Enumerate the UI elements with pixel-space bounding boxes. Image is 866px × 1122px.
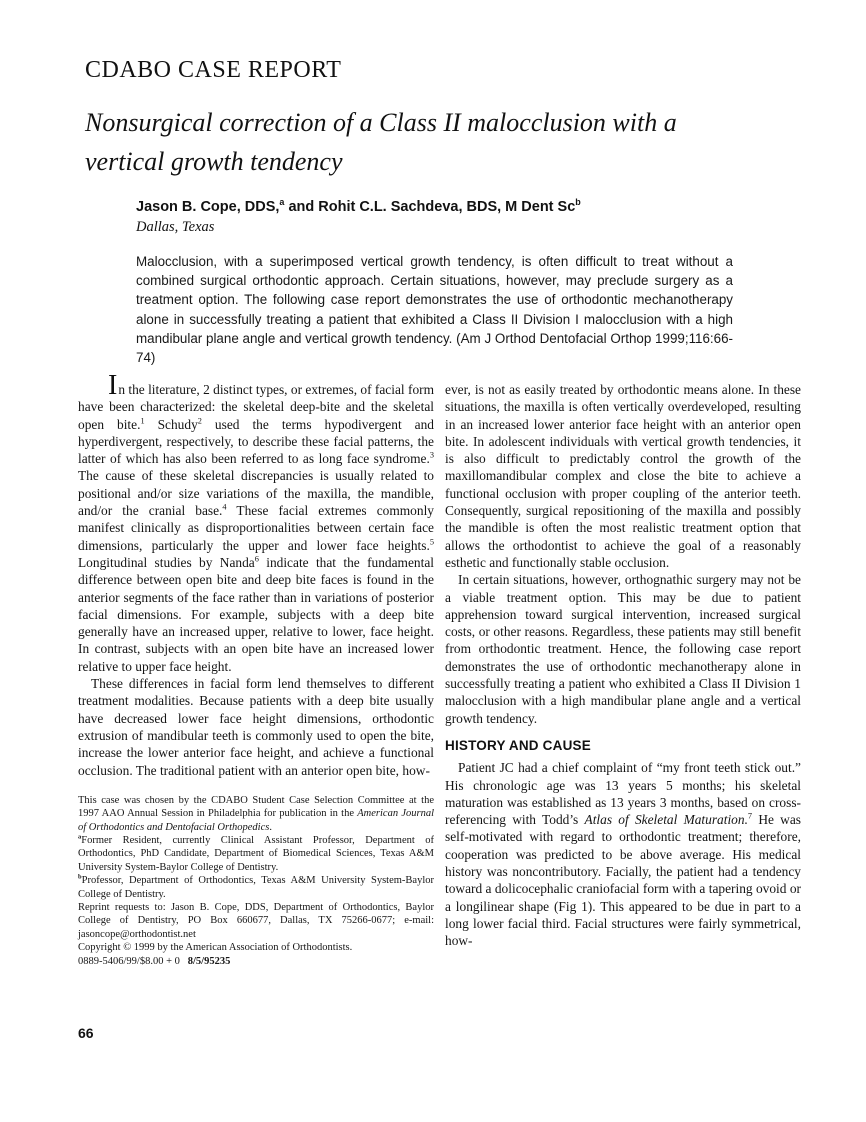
section-kicker: CDABO CASE REPORT — [85, 57, 342, 83]
footnote-copyright: Copyright © 1999 by the American Association of Orthodontists. — [78, 942, 353, 954]
body-paragraph-3: ever, is not as easily treated by orthodontic means alone. In these situations, the maxilla is often vertically overdeveloped, resulting in an increased lower anterior face height with an anterior open bite. In adolescent individuals with vertical growth tendencies, it is also difficult to predictably control the growth of the maxillomandibular complex and close the bite to achieve a functional occlusion with proper coupling of the anterior teeth. Consequently, surgical repositioning of the maxilla and possibly the mandible is often the most realistic treatment option that allows the orthodontist to achieve the goal of a reasonably esthetic and functionally stable occlusion. — [445, 382, 801, 570]
page-number: 66 — [78, 1025, 94, 1041]
article-title-line-1: Nonsurgical correction of a Class II malocclusion with a — [85, 108, 677, 137]
author-location: Dallas, Texas — [136, 219, 215, 235]
author-line: Jason B. Cope, DDS,$^a$ and Rohit C.L. Sachdeva, BDS, M Dent Sc$^b$ — [136, 197, 581, 215]
article-title-line-2: vertical growth tendency — [85, 147, 343, 176]
footnote-affiliation-b: $^b$Professor, Department of Orthodontics, Texas A&M University System-Baylor College of Dentistry. — [78, 873, 434, 900]
footnote-reprint-requests: Reprint requests to: Jason B. Cope, DDS, Department of Orthodontics, Baylor College of Dentistry, PO Box 660677, Dallas, TX 75266-0677; e-mail: jasoncope@orthodontist.net — [78, 902, 434, 940]
right-column — [445, 381, 801, 950]
body-paragraph-5: Patient JC had a chief complaint of “my front teeth stick out.” His chronologic age was 13 years 5 months; his skeletal maturation was established as 13 years 3 months, based on cross-referencing with Todd’s Atlas of Skeletal Maturation.$^7$ He was self-motivated with regard to orthodontic treatment; therefore, cooperation was predicted to be above average. His medical history was noncontributory. Facially, the patient had a tendency toward a dolicocephalic craniofacial form with a tapering ovoid or a longilinear shape (Fig 1). This appeared to be due in part to a long lower facial third. Facial structures were fairly symmetrical, how- — [445, 760, 802, 949]
footnote-case-selection: This case was chosen by the CDABO Student Case Selection Committee at the 1997 AAO Annual Session in Philadelphia for publication in the American Journal of Orthodontics and Dentofacial Orthopedics. — [78, 794, 434, 833]
footnote-affiliation-a: $^a$Former Resident, currently Clinical Assistant Professor, Department of Orthodontics, PhD Candidate, Department of Biomedical Sciences, Texas A&M University System-Baylor College of Dentistry. — [78, 833, 434, 873]
article-title — [85, 103, 677, 181]
body-paragraph-1: In the literature, 2 distinct types, or extremes, of facial form have been characterized: the skeletal deep-bite and the skeletal open bite.$^1$ Schudy$^2$ used the terms hypodivergent and hyperdivergent, respectively, to describe these facial patterns, the latter of which has also been referred to as long face syndrome.$^3$ The cause of these skeletal discrepancies is usually related to positional and/or size variations of the maxilla, the mandible, and/or the cranial base.$^4$ These facial extremes commonly manifest clinically as disproportionalities between certain face dimensions, particularly the upper and lower face heights.$^5$ Longitudinal studies by Nanda$^6$ indicate that the fundamental difference between open bite and deep bite faces is found in the anterior segments of the face rather than in variations of posterior facial dimensions. For example, subjects with a deep bite generally have an increased upper, relative to lower, face height. In contrast, subjects with an open bite have an increased lower relative to upper face height. — [78, 370, 435, 674]
body-paragraph-2: These differences in facial form lend themselves to different treatment modalities. Because patients with a deep bite usually have decreased lower face height dimensions, orthodontic extrusion of mandibular teeth is commonly used to open the bite, increase the lower anterior face height, and achieve a functional occlusion. The traditional patient with an anterior open bite, how- — [78, 676, 434, 778]
left-column — [78, 370, 435, 968]
footnote-block — [78, 794, 434, 968]
abstract-text: Malocclusion, with a superimposed vertical growth tendency, is often difficult to treat without a combined surgical orthodontic approach. Certain situations, however, may preclude surgery as a treatment option. The following case report demonstrates the use of orthodontic mechanotherapy alone in successfully treating a patient that exhibited a Class II Division I malocclusion with a high mandibular plane angle and vertical growth tendency. (Am J Orthod Dentofacial Orthop 1999;116:66-74) — [136, 254, 733, 366]
body-paragraph-4: In certain situations, however, orthognathic surgery may not be a viable treatment option. This may be due to patient apprehension toward surgical intervention, increased surgical costs, or other reasons. Regardless, these patients may still benefit from orthodontic treatment. Hence, the following case report demonstrates the use of orthodontic mechanotherapy alone in successfully treating a patient who exhibited a Class II Division 1 malocclusion with a high mandibular plane angle and a vertical growth tendency. — [445, 572, 801, 726]
footnote-issn-code: 0889-5406/99/$8.00 + 0 8/5/95235 — [78, 955, 231, 967]
section-heading-history-and-cause: HISTORY AND CAUSE — [445, 737, 591, 753]
